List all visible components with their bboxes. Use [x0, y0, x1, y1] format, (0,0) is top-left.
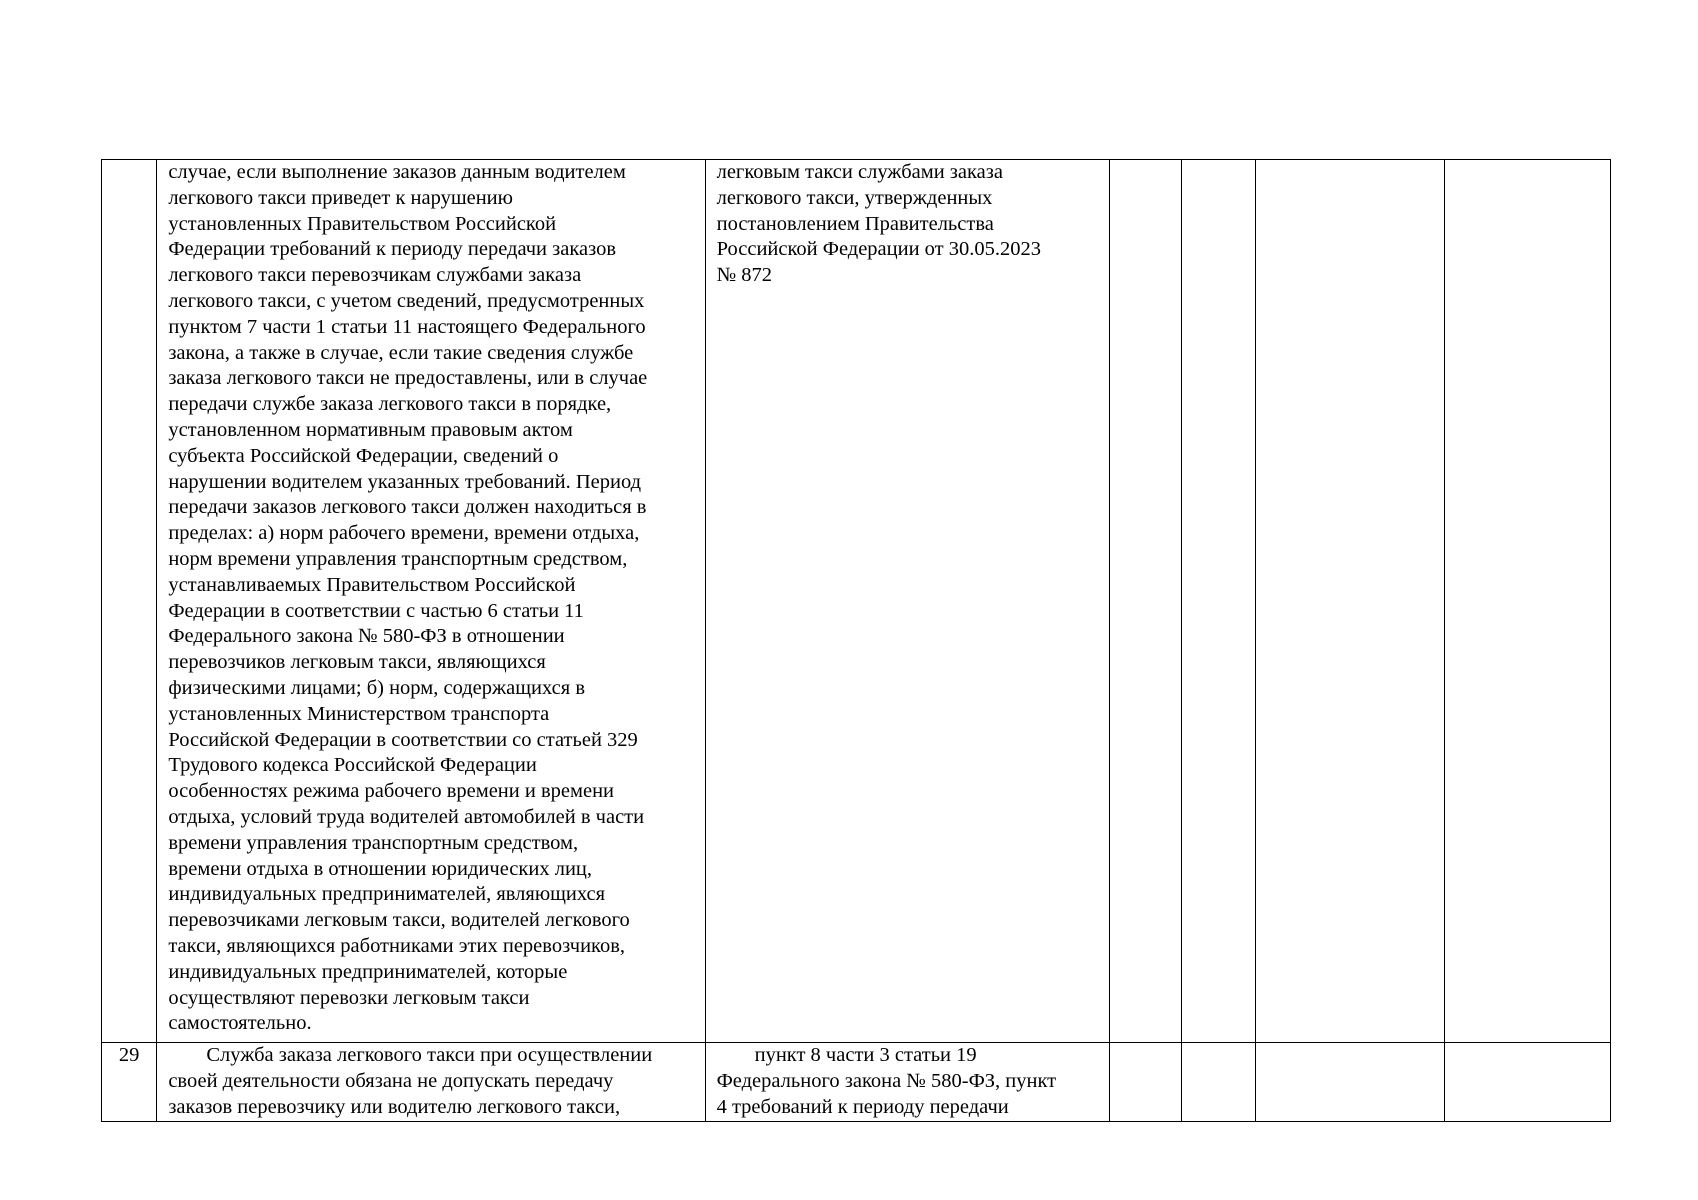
row-number-cell — [102, 160, 157, 1043]
requirement-line: легкового такси перевозчикам службами заказа — [168, 264, 582, 287]
requirement-line: пределах: а) норм рабочего времени, времени отдыха, — [168, 522, 640, 545]
requirement-line: Федерации в соответствии с частью 6 статьи 11 — [168, 599, 584, 622]
requirement-line: передачи заказов легкового такси должен находиться в — [168, 496, 647, 519]
legal-basis-cell — [705, 160, 1109, 1043]
requirement-line: заказа легкового такси не предоставлены, или в случае — [168, 367, 648, 390]
requirement-line: легкового такси приведет к нарушению — [168, 186, 513, 209]
requirement-line: Служба заказа легкового такси при осуществлении — [206, 1044, 653, 1066]
requirement-line: легкового такси, с учетом сведений, предусмотренных — [168, 289, 645, 312]
empty-cell — [1182, 160, 1255, 1043]
table-row — [102, 1043, 1611, 1122]
requirement-line: нарушении водителем указанных требований. Период — [168, 470, 642, 493]
requirement-line: осуществляют перевозки легковым такси — [168, 986, 530, 1009]
requirement-line: отдыха, условий труда водителей автомобилей в части — [168, 805, 645, 828]
requirement-line: физическими лицами; б) норм, содержащихся в — [168, 676, 586, 699]
requirement-line: времени управления транспортным средством, — [168, 831, 579, 854]
requirement-line: закона, а также в случае, если такие сведения службе — [168, 341, 634, 364]
requirement-line: устанавливаемых Правительством Российской — [168, 573, 576, 596]
requirement-line: заказов перевозчику или водителю легкового такси, — [168, 1095, 621, 1118]
empty-cell — [1444, 1043, 1610, 1122]
requirement-line: особенностях режима рабочего времени и времени — [168, 780, 615, 803]
requirement-line: норм времени управления транспортным средством, — [168, 547, 628, 570]
requirement-line: субъекта Российской Федерации, сведений о — [168, 444, 559, 467]
requirement-line: Трудового кодекса Российской Федерации — [168, 754, 537, 777]
requirement-line: установленном нормативным правовым актом — [168, 418, 573, 441]
requirement-line: Федерации требований к периоду передачи заказов — [168, 238, 617, 261]
requirements-table — [101, 159, 1611, 1122]
empty-cell — [1444, 160, 1610, 1043]
empty-cell — [1255, 160, 1444, 1043]
empty-cell — [1182, 1043, 1255, 1122]
row-number-cell — [102, 1043, 157, 1122]
legal-basis-cell — [705, 1043, 1109, 1122]
legal-basis-line: № 872 — [716, 264, 773, 287]
table-row — [102, 160, 1611, 1043]
requirement-line: такси, являющихся работниками этих перевозчиков, — [168, 934, 626, 957]
requirement-line: пунктом 7 части 1 статьи 11 настоящего Федерального — [168, 315, 646, 338]
requirement-line: случае, если выполнение заказов данным водителем — [168, 161, 626, 183]
requirement-line: времени отдыха в отношении юридических лиц, — [168, 857, 593, 880]
empty-cell — [1110, 160, 1182, 1043]
requirement-line: своей деятельности обязана не допускать передачу — [168, 1069, 614, 1092]
requirement-line: установленных Министерством транспорта — [168, 702, 550, 725]
requirement-cell — [157, 160, 705, 1043]
legal-basis-line: постановлением Правительства — [716, 212, 994, 235]
legal-basis-line: легковым такси службами заказа — [716, 161, 1003, 183]
requirement-line: Российской Федерации в соответствии со статьей 329 — [168, 728, 638, 751]
row-number: 29 — [118, 1044, 140, 1066]
requirement-line: перевозчиками легковым такси, водителей легкового — [168, 909, 630, 932]
requirement-cell — [157, 1043, 705, 1122]
legal-basis-line: пункт 8 части 3 статьи 19 — [754, 1044, 977, 1066]
legal-basis-line: легкового такси, утвержденных — [716, 186, 993, 209]
requirement-line: передачи службе заказа легкового такси в порядке, — [168, 393, 612, 416]
empty-cell — [1255, 1043, 1444, 1122]
empty-cell — [1110, 1043, 1182, 1122]
requirement-line: индивидуальных предпринимателей, которые — [168, 960, 568, 983]
legal-basis-line: Российской Федерации от 30.05.2023 — [716, 238, 1042, 261]
legal-basis-line: 4 требований к периоду передачи — [716, 1095, 1009, 1118]
requirement-line: Федерального закона № 580-ФЗ в отношении — [168, 625, 565, 648]
requirement-line: самостоятельно. — [168, 1012, 312, 1035]
requirement-line: индивидуальных предпринимателей, являющихся — [168, 883, 606, 906]
requirement-line: перевозчиков легковым такси, являющихся — [168, 651, 546, 674]
requirement-line: установленных Правительством Российской — [168, 212, 557, 235]
legal-basis-line: Федерального закона № 580-ФЗ, пункт — [716, 1069, 1057, 1092]
